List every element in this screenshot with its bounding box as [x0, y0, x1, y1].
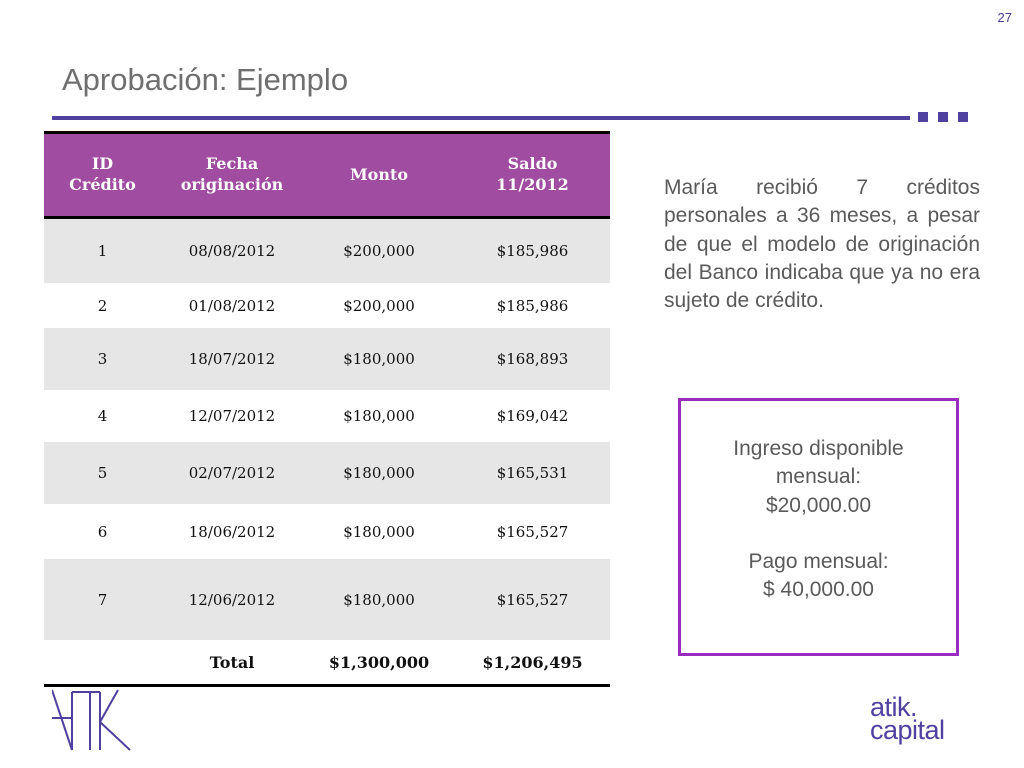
title-divider: [52, 116, 910, 120]
table-row: [44, 218, 610, 284]
atk-logo-icon: [52, 688, 132, 752]
col-id: ID Crédito: [44, 133, 161, 218]
cell-id: 2: [97, 296, 108, 315]
cell-fecha: 01/08/2012: [188, 296, 276, 315]
logo-text-capital: capital: [870, 714, 945, 745]
atik-capital-logo: [870, 692, 945, 745]
cell-monto: $180,000: [303, 559, 455, 640]
income-value: $20,000.00: [765, 493, 872, 517]
total-monto: $1,300,000: [328, 652, 430, 672]
total-saldo: $1,206,495: [482, 652, 583, 672]
page-number: 27: [997, 10, 1012, 25]
cell-monto: $180,000: [343, 522, 415, 541]
cell-id: 4: [97, 407, 108, 425]
cell-fecha: 08/08/2012: [161, 218, 303, 284]
cell-fecha: 18/06/2012: [188, 522, 276, 541]
income-label: Ingreso disponible: [733, 437, 904, 460]
table-row: [44, 328, 610, 390]
cell-saldo: $169,042: [496, 407, 569, 425]
credits-table: [44, 131, 610, 687]
income-payment-box: [678, 398, 959, 656]
empty-cell: [44, 640, 161, 686]
page-title: Aprobación: Ejemplo: [62, 62, 349, 97]
cell-id: 1: [44, 218, 161, 284]
cell-saldo: $185,986: [455, 218, 610, 284]
table-row: [44, 504, 610, 559]
cell-saldo: $168,893: [455, 328, 610, 390]
col-saldo: Saldo 11/2012: [455, 133, 610, 218]
cell-monto: $180,000: [303, 328, 455, 390]
cell-monto: $200,000: [303, 218, 455, 284]
col-fecha: Fecha originación: [161, 133, 303, 218]
cell-saldo: $165,527: [455, 559, 610, 640]
cell-fecha: 18/07/2012: [161, 328, 303, 390]
logo-text-atik: atik.: [870, 692, 918, 722]
table-row: [44, 283, 610, 328]
divider-square: [918, 112, 928, 122]
table-header: [44, 133, 610, 218]
cell-monto: $180,000: [343, 407, 415, 425]
cell-monto: $200,000: [343, 296, 415, 315]
table-row: [44, 390, 610, 442]
col-monto: Monto: [303, 133, 455, 218]
cell-saldo: $165,531: [455, 442, 610, 504]
payment-value: $ 40,000.00: [763, 578, 874, 602]
cell-fecha: 12/06/2012: [161, 559, 303, 640]
income-label-2: mensual:: [775, 465, 862, 489]
table-row: [44, 559, 610, 640]
cell-fecha: 02/07/2012: [161, 442, 303, 504]
cell-id: 3: [44, 328, 161, 390]
cell-monto: $180,000: [303, 442, 455, 504]
cell-saldo: $165,527: [496, 522, 569, 541]
payment-label: Pago mensual:: [748, 550, 889, 574]
table-row: [44, 442, 610, 504]
total-label: Total: [209, 652, 255, 672]
divider-square: [938, 112, 948, 122]
cell-id: 7: [44, 559, 161, 640]
cell-id: 6: [97, 522, 108, 541]
total-row: [44, 640, 610, 686]
cell-fecha: 12/07/2012: [188, 407, 276, 425]
divider-square: [958, 112, 968, 122]
description-text: María recibió 7 créditos personales a 36 meses, a pesar de que el modelo de originación del Banco indicaba que ya no era sujeto de crédito.: [664, 176, 980, 313]
cell-saldo: $185,986: [496, 296, 569, 315]
cell-id: 5: [44, 442, 161, 504]
